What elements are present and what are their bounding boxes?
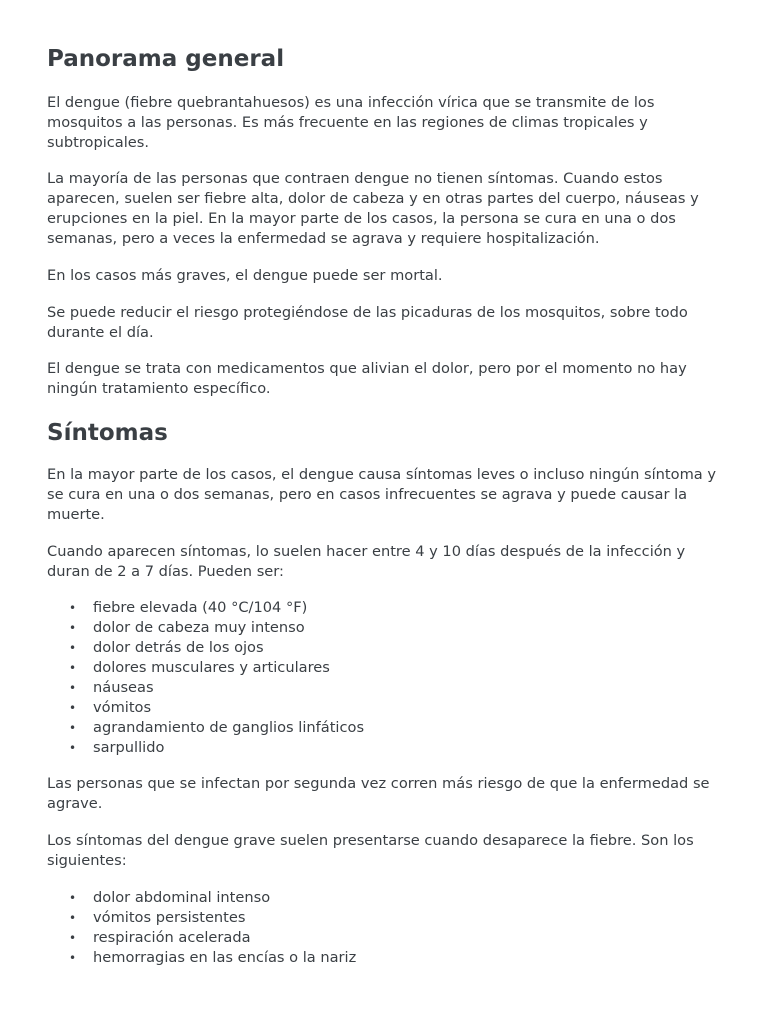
list-item: • hemorragias en las encías o la nariz [93, 948, 356, 968]
paragraph: Cuando aparecen síntomas, lo suelen hacer entre 4 y 10 días después de la infección y duran de 2 a 7 días. Pueden ser: [47, 543, 686, 580]
paragraph: Se puede reducir el riesgo protegiéndose de las picaduras de los mosquitos, sobre todo durante el día. [47, 304, 688, 341]
list-item: • dolor de cabeza muy intenso [93, 618, 364, 638]
paragraph: El dengue se trata con medicamentos que alivian el dolor, pero por el momento no hay ningún tratamiento específico. [47, 360, 687, 397]
paragraph: Las personas que se infectan por segunda vez corren más riesgo de que la enfermedad se agrave. [47, 775, 710, 812]
list-item: • vómitos persistentes [93, 908, 356, 928]
list-item: • respiración acelerada [93, 928, 356, 948]
severe-symptom-list [47, 888, 356, 968]
section-heading-symptoms: Síntomas [47, 420, 168, 446]
list-item: • agrandamiento de ganglios linfáticos [93, 718, 364, 738]
list-item: • náuseas [93, 678, 364, 698]
paragraph: En la mayor parte de los casos, el dengue causa síntomas leves o incluso ningún síntoma y se cura en una o dos semanas, pero en casos infrecuentes se agrava y puede causar la muerte. [47, 466, 717, 523]
paragraph: El dengue (fiebre quebrantahuesos) es una infección vírica que se transmite de los mosquitos a las personas. Es más frecuente en las regiones de climas tropicales y subtropicales. [47, 94, 655, 151]
list-item: • dolor detrás de los ojos [93, 638, 364, 658]
list-item: • sarpullido [93, 738, 364, 758]
paragraph: La mayoría de las personas que contraen dengue no tienen síntomas. Cuando estos aparecen, suelen ser fiebre alta, dolor de cabeza y en otras partes del cuerpo, náuseas y erupciones en la piel. En la mayor parte de los casos, la persona se cura en una o dos semanas, pero a veces la enfermedad se agrava y requiere hospitalización. [47, 170, 699, 247]
list-item: • fiebre elevada (40 °C/104 °F) [93, 598, 364, 618]
paragraph: En los casos más graves, el dengue puede ser mortal. [47, 267, 443, 284]
paragraph: Los síntomas del dengue grave suelen presentarse cuando desaparece la fiebre. Son los siguientes: [47, 832, 694, 869]
symptom-list [47, 598, 364, 758]
section-heading-overview: Panorama general [47, 46, 285, 72]
list-item: • dolores musculares y articulares [93, 658, 364, 678]
list-item: • vómitos [93, 698, 364, 718]
list-item: • dolor abdominal intenso [93, 888, 356, 908]
